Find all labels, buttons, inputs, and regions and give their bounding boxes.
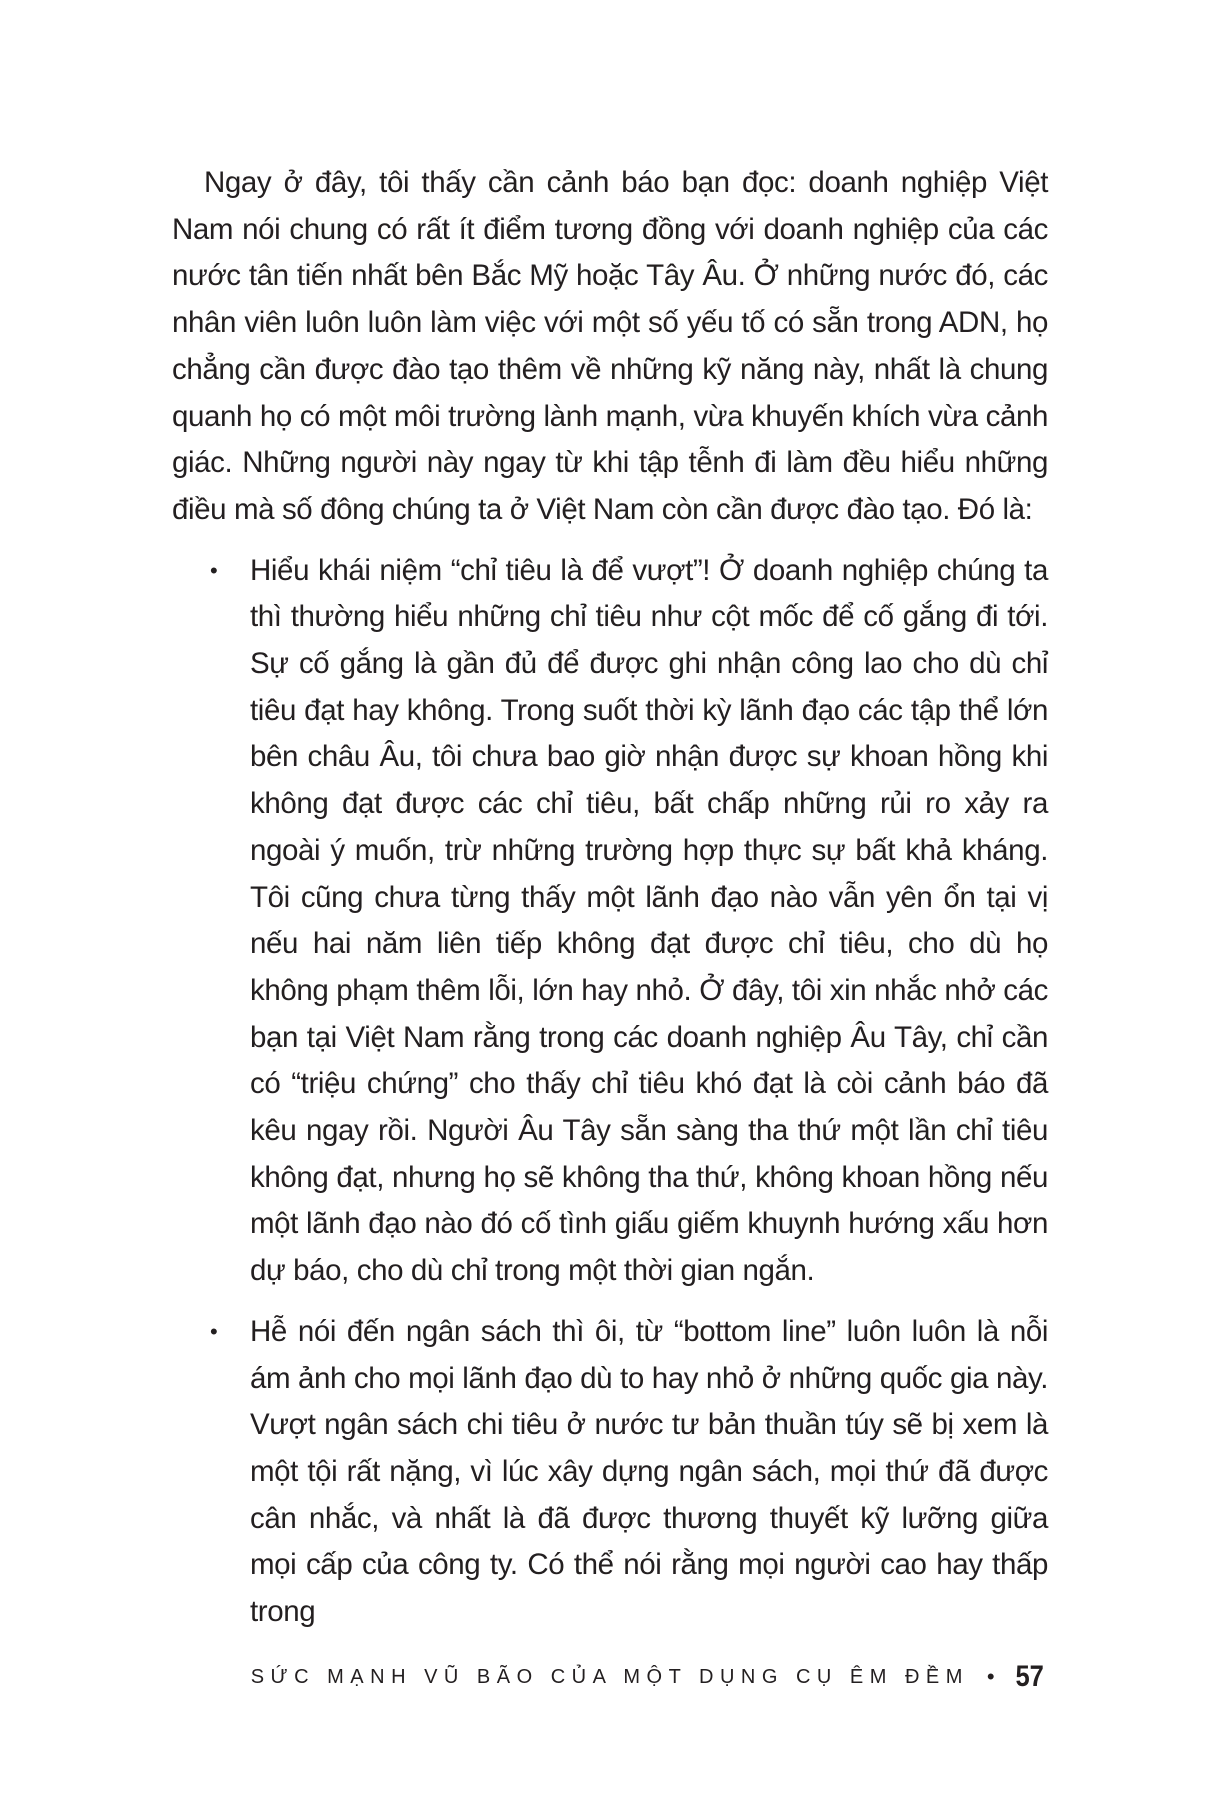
bullet-list (172, 548, 1048, 1636)
intro-paragraph: Ngay ở đây, tôi thấy cần cảnh báo bạn đọc: doanh nghiệp Việt Nam nói chung có rất ít điểm tương đồng với doanh nghiệp của các nước tân tiến nhất bên Bắc Mỹ hoặc Tây Âu. Ở những nước đó, các nhân viên luôn luôn làm việc với một số yếu tố có sẵn trong ADN, họ chẳng cần được đào tạo thêm về những kỹ năng này, nhất là chung quanh họ có một môi trường lành mạnh, vừa khuyến khích vừa cảnh giác. Những người này ngay từ khi tập tễnh đi làm đều hiểu những điều mà số đông chúng ta ở Việt Nam còn cần được đào tạo. Đó là: (172, 166, 1048, 526)
running-title: SỨC MẠNH VŨ BÃO CỦA MỘT DỤNG CỤ ÊM ĐỀM (250, 1665, 969, 1688)
bullet-item-targets (172, 548, 1048, 1295)
bullet-text: Hiểu khái niệm “chỉ tiêu là để vượt”! Ở doanh nghiệp chúng ta thì thường hiểu những chỉ tiêu như cột mốc để cố gắng đi tới. Sự cố gắng là gần đủ để được ghi nhận công lao cho dù chỉ tiêu đạt hay không. Trong suốt thời kỳ lãnh đạo các tập thể lớn bên châu Âu, tôi chưa bao giờ nhận được sự khoan hồng khi không đạt được các chỉ tiêu, bất chấp những rủi ro xảy ra ngoài ý muốn, trừ những trường hợp thực sự bất khả kháng. Tôi cũng chưa từng thấy một lãnh đạo nào vẫn yên ổn tại vị nếu hai năm liên tiếp không đạt được chỉ tiêu, cho dù họ không phạm thêm lỗi, lớn hay nhỏ. Ở đây, tôi xin nhắc nhở các bạn tại Việt Nam rằng trong các doanh nghiệp Âu Tây, chỉ cần có “triệu chứng” cho thấy chỉ tiêu khó đạt là còi cảnh báo đã kêu ngay rồi. Người Âu Tây sẵn sàng tha thứ một lần chỉ tiêu không đạt, nhưng họ sẽ không tha thứ, không khoan hồng nếu một lãnh đạo nào đó cố tình giấu giếm khuynh hướng xấu hơn dự báo, cho dù chỉ trong một thời gian ngắn. (250, 553, 1048, 1288)
bullet-item-budget (172, 1309, 1048, 1636)
body-text (172, 160, 1048, 1650)
bullet-marker: • (210, 1318, 218, 1344)
footer-separator: • (986, 1664, 995, 1689)
bullet-marker: • (210, 557, 218, 583)
page-footer (251, 1660, 1046, 1694)
page-number: 57 (1015, 1660, 1044, 1693)
bullet-text: Hễ nói đến ngân sách thì ôi, từ “bottom line” luôn luôn là nỗi ám ảnh cho mọi lãnh đạo dù to hay nhỏ ở những quốc gia này. Vượt ngân sách chi tiêu ở nước tư bản thuần túy sẽ bị xem là một tội rất nặng, vì lúc xây dựng ngân sách, mọi thứ đã được cân nhắc, và nhất là đã được thương thuyết kỹ lưỡng giữa mọi cấp của công ty. Có thể nói rằng mọi người cao hay thấp trong (250, 1314, 1048, 1629)
